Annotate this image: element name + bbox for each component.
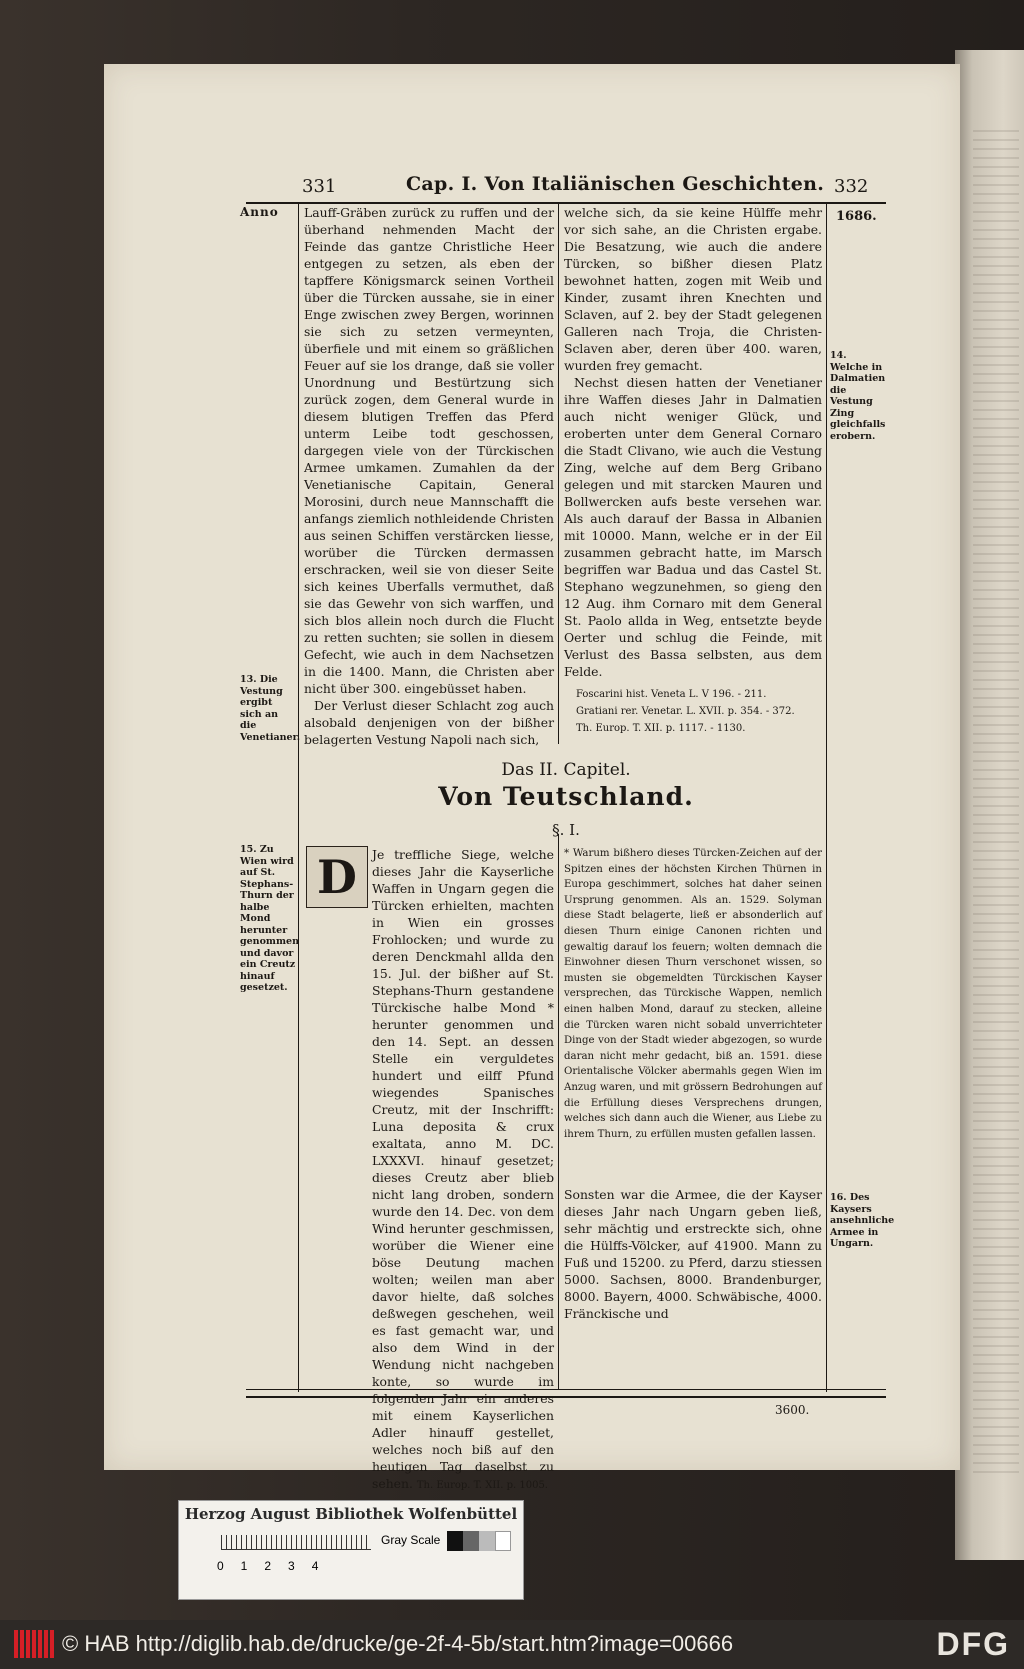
gray-swatch-light: [479, 1531, 495, 1551]
running-title: Cap. I. Von Italiänischen Geschichten.: [406, 173, 825, 195]
page-content: [240, 173, 895, 1491]
color-calibration-bar: [178, 1500, 524, 1600]
col1-ch2-text: Je treffliche Siege, welche dieses Jahr die Kayserliche Waffen in Ungarn gegen die Türcken erhielten, machten in Wien ein grosses Frohlocken; und wurde zu deren Denckmahl allda den 15. Jul. der bißher auf St. Stephans-Thurn gestandene Türckische halbe Mond * herunter genommen und den 14. Sept. an dessen Stelle ein verguldetes hundert und eilff Pfund wiegendes Spanisches Creutz, mit der Inschrifft: Luna deposita & crux exaltata, anno M. DC. LXXXVI. hinauf gesetzet; dieses Creutz aber blieb nicht lang droben, sondern wurde den 14. Dec. von dem Wind herunter geschmissen, worüber die Wiener eine böse Deutung machen wolten; weilen man aber davor hielte, daß solches deßwegen geschehen, weil es fast gemacht war, und also dem Wind in der Wendung nicht nachgeben konte, so wurde im folgenden Jahr ein anderes mit einem Kayserlichen Adler hinauff gestellet, welches noch biß auf den heutigen Tag daselbst zu sehen.: [372, 847, 554, 1491]
scale-numbers: 01234: [217, 1559, 336, 1573]
facing-page-text-lines: [973, 130, 1019, 1480]
col2-paragraph-2: Nechst diesen hatten der Venetianer ihre Waffen dieses Jahr in Dalmatien auch nicht weniger Glück, und eroberten unter dem General Cornaro die Stadt Clivano, wie auch die Vestung Zing, welche auf dem Berg Gribano gelegen und mit starcken Mauren und Bollwercken aufs beste versehen war. Als auch darauf der Bassa in Albanien mit 10000. Mann, welche er in der Eil zusammen gebracht hatte, im Marsch begriffen war Badua und das Castel St. Stephano wegzunehmen, so gieng den 12 Aug. ihm Cornaro mit dem General St. Paolo allda in Weg, entsetzte beyde Oerter und schlug die Feinde, mit Verlust des Bassa selbsten, aus dem Felde.: [564, 375, 822, 679]
reference-2: Gratiani rer. Venetar. L. XVII. p. 354. - 372.: [576, 706, 795, 717]
footer-rule-thin: [246, 1389, 886, 1390]
gray-swatch-dark: [463, 1531, 479, 1551]
gray-scale-label: Gray Scale: [381, 1533, 441, 1547]
column-divider-bottom: [558, 834, 559, 1389]
col1-paragraph-1: Lauff-Gräben zurück zu ruffen und der überhand nehmenden Macht der Feinde das gantze Christliche Heer entgegen zu setzen, als eben der tapffere Königsmarck seinen Vortheil über die Türcken aussahe, sie in einer Enge zwischen zwey Bergen, worinnen sie sich zu setzen vermeynten, überfiele und mit einem so gräßlichen Feuer auf sie los drange, daß sie voller Unordnung und Bestürtzung sich zurück zogen, dem General wurde in diesem blutigen Treffen das Pferd unterm Leibe todt geschossen, dargegen viele von der Türckischen Armee umkamen. Zumahlen da der Venetianische Capitain, General Morosini, durch neue Mannschafft die anfangs ziemlich nothleidende Christen aus seinen Schiffen verstärcken liesse, worüber die Türcken dermassen erschracken, weil sie von dieser Seite sich keines Uberfalls vermuthet, daß sie das Gewehr von sich warffen, und sich blos allein noch durch die Flucht zu retten suchten; sie sollen in diesem Gefecht, wie auch in dem Nachsetzen in die 1400. Mann, die Christen aber nicht über 300. eingebüsset haben.: [304, 205, 555, 696]
footer-rule: [246, 1396, 886, 1398]
hab-logo-icon: [14, 1630, 56, 1658]
margin-note-14: 14. Welche in Dalmatien die Vestung Zing gleichfalls erobern.: [830, 350, 886, 442]
column-2-top: [564, 204, 822, 679]
catchword: 3600.: [775, 1403, 810, 1417]
col2-ch2-paragraph: Sonsten war die Armee, die der Kayser dieses Jahr nach Ungarn geben ließ, sehr mächtig und erstreckte sich, ohne die Hülffs-Völcker, auf 41900. Mann zu Fuß und 15200. zu Pferd, darzu stiessen 5000. Sachsen, 8000. Brandenburger, 8000. Bayern, 4000. Schwäbische, 4000. Fränckische und: [564, 1187, 822, 1321]
year-label-left: Anno: [240, 205, 279, 219]
reference-3: Th. Europ. T. XII. p. 1117. - 1130.: [576, 723, 746, 734]
copyright-url[interactable]: © HAB http://diglib.hab.de/drucke/ge-2f-4-5b/start.htm?image=00666: [62, 1631, 734, 1656]
chapter-label: Das II. Capitel.: [501, 760, 631, 780]
scanned-page: [104, 64, 960, 1491]
page-header: [246, 174, 886, 202]
library-name: Herzog August Bibliothek Wolfenbüttel: [184, 1505, 518, 1523]
column-1-top: [304, 204, 555, 747]
dfg-logo: DFG: [936, 1626, 1010, 1662]
column-2-chapter-2: [564, 1186, 822, 1386]
col1-ch2-reference: Th. Europ. T. XII. p. 1005.: [416, 1480, 548, 1491]
column-1-chapter-2: [304, 846, 554, 1491]
gray-swatch-white: [495, 1531, 511, 1551]
page-number-right: 332: [834, 176, 869, 197]
section-label: §. I.: [552, 821, 580, 839]
column-divider-top: [558, 202, 559, 744]
chapter-title: Von Teutschland.: [438, 782, 694, 811]
facing-page-edge: [955, 50, 1024, 1560]
reference-1: Foscarini hist. Veneta L. V 196. - 211.: [576, 689, 767, 700]
margin-note-15: 15. Zu Wien wird auf St. Stephans-Thurn der halbe Mond herunter genommen und davor ein Creutz hinauf gesetzet.: [240, 844, 299, 993]
page-number-left: 331: [302, 176, 337, 197]
footer-bar: [0, 1620, 1024, 1669]
initial-letter: D: [317, 850, 357, 904]
gray-swatch-black: [447, 1531, 463, 1551]
margin-note-16: 16. Des Kaysers ansehnliche Armee in Ungarn.: [830, 1192, 895, 1249]
footnote: * Warum bißhero dieses Türcken-Zeichen auf der Spitzen eines der höchsten Kirchen Thürnen in Europa geschimmert, solches hat daher seinen Ursprung genommen. Als an. 1529. Solyman diese Stadt belagerte, ließ er absonderlich auf diesen Thurn einige Canonen richten und gewaltig darauf los feuern; wolten demnach die Einwohner diesen Thurn verschonet wissen, so musten sie obgemeldten Türckischen Kayser versprechen, das Türckische Wappen, nemlich einen halben Mond, darauf zu stecken, alleine die Türcken waren nicht sobald unverrichteter Dinge von der Stadt wieder abgezogen, so wurde daran nicht mehr gedacht, biß an. 1591. diese Orientalische Völcker abermahls gegen Wien im Anzug waren, und mit grössern Bedrohungen auf die Erfüllung dieses Versprechens drungen, welches sich dann auch die Wiener, aus Liebe zu ihrem Thurn, zu erfüllen musten gefallen lassen.: [564, 848, 822, 1140]
references-block: [576, 686, 826, 737]
scale-ruler: [221, 1535, 371, 1550]
year-label-right: 1686.: [836, 209, 877, 224]
col1-paragraph-2: Der Verlust dieser Schlacht zog auch alsobald denjenigen von der bißher belagerten Vestung Napoli nach sich,: [304, 698, 554, 747]
margin-note-13: 13. Die Vestung ergibt sich an die Venetianer.: [240, 674, 301, 743]
col2-paragraph-1: welche sich, da sie keine Hülffe mehr vor sich sahe, an die Christen ergabe. Die Besatzung, wie auch die andere Türcken, so bißher diesen Platz bewohnet hatten, zogen mit Weib und Kinder, zusamt ihren Knechten und Sclaven, auf 2. bey der Stadt gelegenen Galleren nach Troja, die Christen-Sclaven aber, deren über 400. waren, wurden frey gemacht.: [564, 205, 822, 373]
